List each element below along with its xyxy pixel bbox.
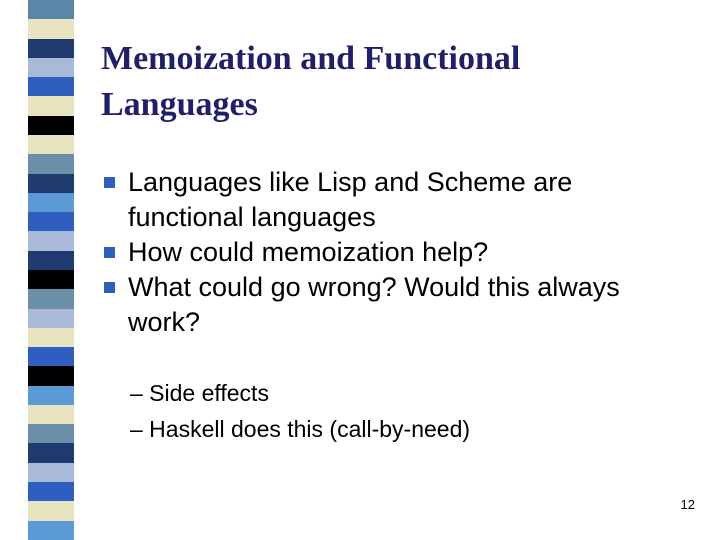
stripe-block (28, 212, 74, 231)
stripe-block (28, 521, 74, 540)
stripe-block (28, 289, 74, 308)
sub-bullet-text: – Side effects (130, 380, 269, 406)
bullet-item (104, 270, 694, 340)
slide-title-line-2: Languages (101, 86, 258, 123)
stripe-block (28, 77, 74, 96)
stripe-block (28, 424, 74, 443)
stripe-block (28, 270, 74, 289)
stripe-block (28, 482, 74, 501)
stripe-block (28, 58, 74, 77)
bullet-item (104, 235, 694, 270)
stripe-block (28, 174, 74, 193)
stripe-block (28, 328, 74, 347)
bullet-item (104, 165, 694, 235)
page-number: 12 (680, 497, 695, 512)
slide-title-line-1: Memoization and Functional (101, 40, 521, 77)
bullet-text: Languages like Lisp and Scheme are functional languages (128, 167, 573, 232)
stripe-block (28, 19, 74, 38)
bullet-text: How could memoization help? (128, 237, 489, 267)
stripe-block (28, 501, 74, 520)
slide-title (101, 36, 691, 128)
stripe-block (28, 309, 74, 328)
stripe-block (28, 0, 74, 19)
stripe-block (28, 135, 74, 154)
stripe-block (28, 116, 74, 135)
bullet-list (104, 165, 694, 340)
stripe-block (28, 347, 74, 366)
square-bullet-icon (104, 247, 115, 258)
stripe-block (28, 96, 74, 115)
stripe-block (28, 39, 74, 58)
stripe-block (28, 443, 74, 462)
decorative-stripe (28, 0, 74, 540)
stripe-block (28, 405, 74, 424)
stripe-block (28, 463, 74, 482)
square-bullet-icon (104, 282, 115, 293)
bullet-text: What could go wrong? Would this always work? (128, 272, 620, 337)
stripe-block (28, 251, 74, 270)
stripe-block (28, 154, 74, 173)
stripe-block (28, 366, 74, 385)
stripe-block (28, 386, 74, 405)
sub-bullet-list (130, 375, 690, 447)
stripe-block (28, 193, 74, 212)
square-bullet-icon (104, 177, 115, 188)
stripe-block (28, 231, 74, 250)
sub-bullet-text: – Haskell does this (call-by-need) (130, 416, 471, 442)
